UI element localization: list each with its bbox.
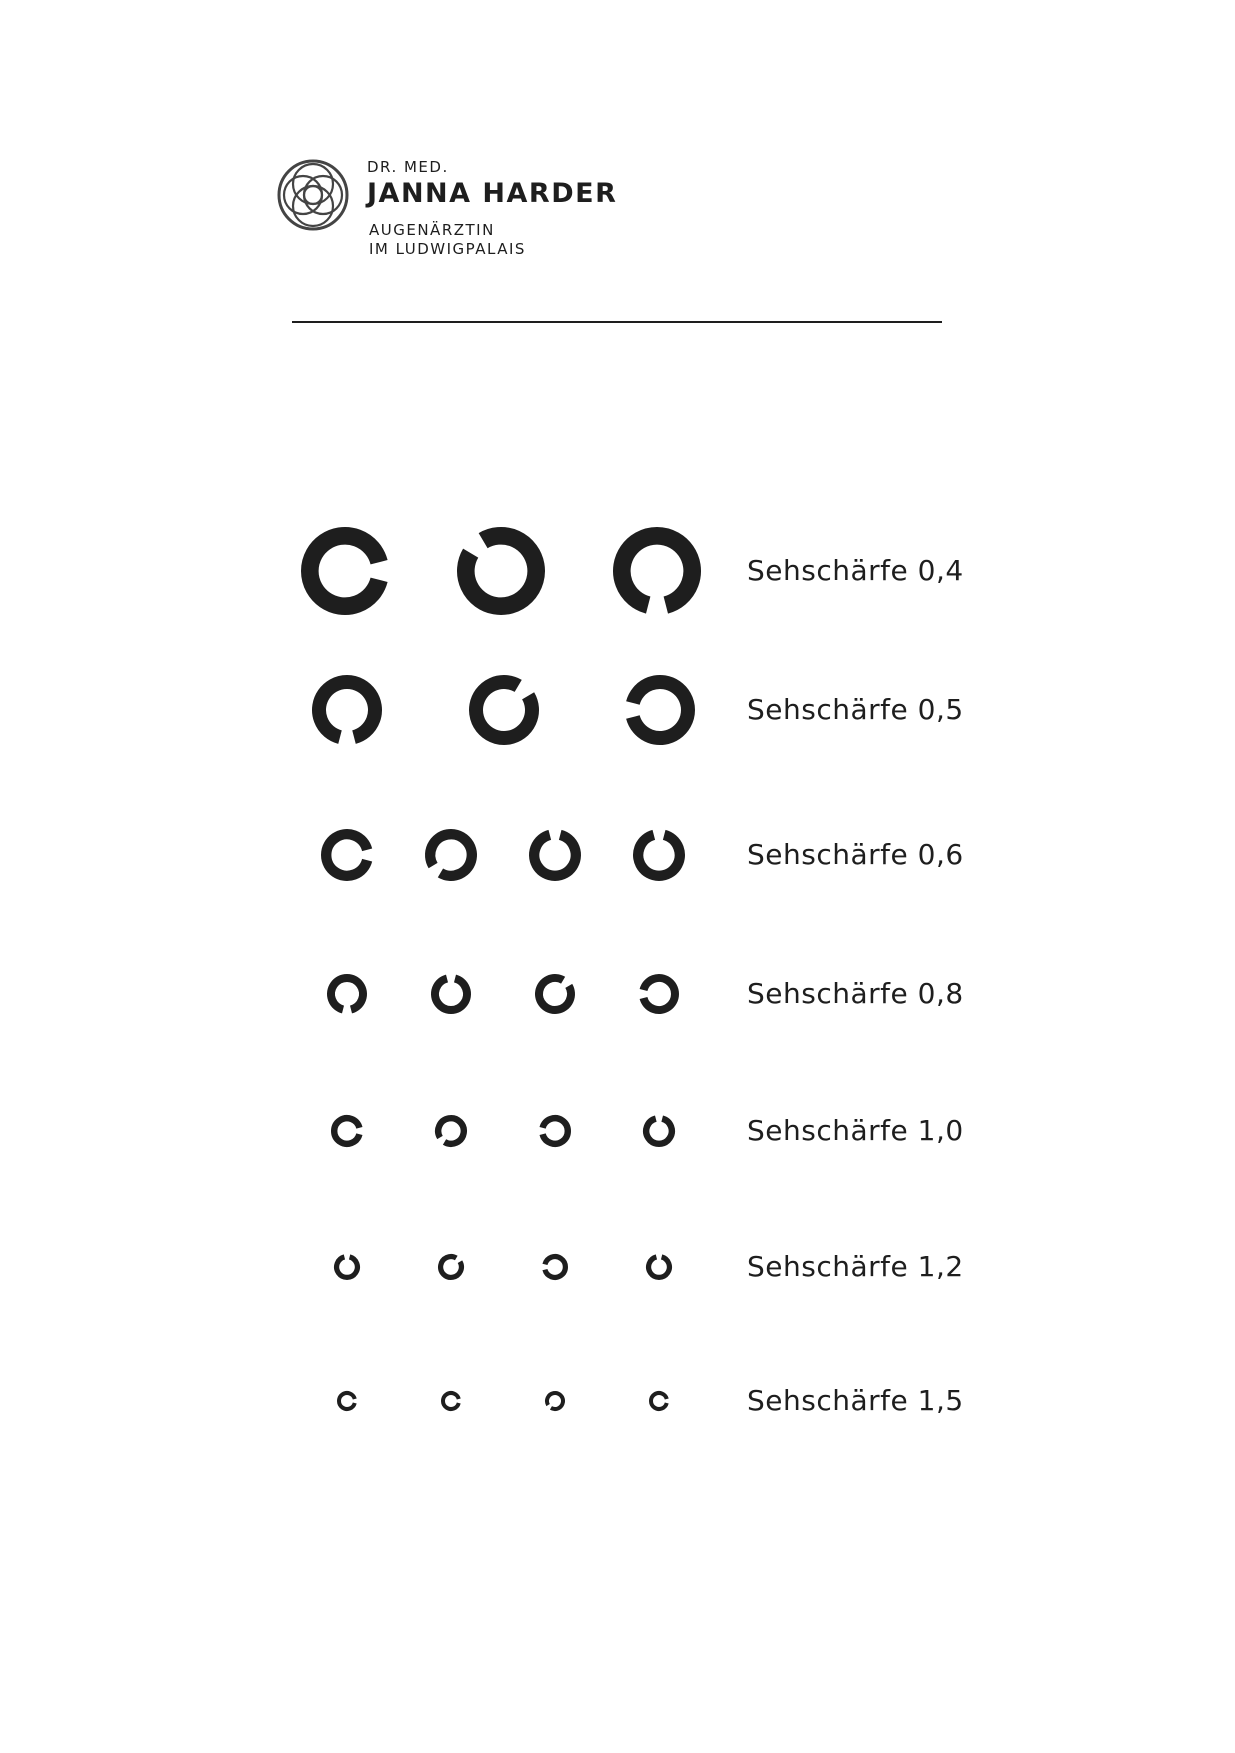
acuity-label: Sehschärfe 0,5 [747,693,964,726]
landolt-ring-gap-top-right [476,682,532,738]
landolt-ring-gap-top [435,979,467,1010]
landolt-ring-gap-bottom [319,682,375,737]
landolt-ring-gap-right [339,1393,355,1409]
landolt-ring-gap-top-left [466,536,536,606]
landolt-ring-gap-right [310,536,379,606]
landolt-ring-gap-left [545,1257,565,1278]
acuity-label: Sehschärfe 0,4 [747,554,964,587]
landolt-ring-gap-right [326,834,367,876]
acuity-label: Sehschärfe 0,8 [747,977,964,1010]
landolt-ring-gap-right [443,1393,459,1409]
landolt-ring-gap-right [334,1118,359,1144]
landolt-ring-gap-top-right [539,978,571,1010]
landolt-ring-gap-right [651,1393,667,1409]
landolt-ring-gap-bottom [331,978,363,1009]
acuity-label: Sehschärfe 0,6 [747,838,964,871]
landolt-ring-gap-top [638,835,680,876]
landolt-ring-gap-top [337,1257,358,1277]
landolt-ring-gap-left [644,978,675,1010]
acuity-label: Sehschärfe 1,2 [747,1250,964,1283]
subtitle-line-1: AUGENÄRZTIN [369,221,495,239]
acuity-label: Sehschärfe 1,0 [747,1114,964,1147]
title-prefix: DR. MED. [367,158,449,176]
landolt-ring-gap-bottom-left [547,1393,563,1409]
landolt-ring-gap-top [646,1119,672,1144]
subtitle-line-2: IM LUDWIGPALAIS [369,240,526,258]
landolt-ring-gap-bottom-left [438,1118,464,1144]
landolt-ring-gap-left [633,682,688,738]
doctor-name: JANNA HARDER [367,178,618,209]
landolt-ring-gap-left [543,1118,568,1144]
landolt-ring-gap-bottom [622,536,692,605]
landolt-ring-gap-top [534,835,576,876]
landolt-ring-gap-top [649,1257,670,1277]
acuity-label: Sehschärfe 1,5 [747,1384,964,1417]
landolt-ring-gap-top-right [441,1257,462,1278]
landolt-ring-gap-bottom-left [430,834,472,876]
